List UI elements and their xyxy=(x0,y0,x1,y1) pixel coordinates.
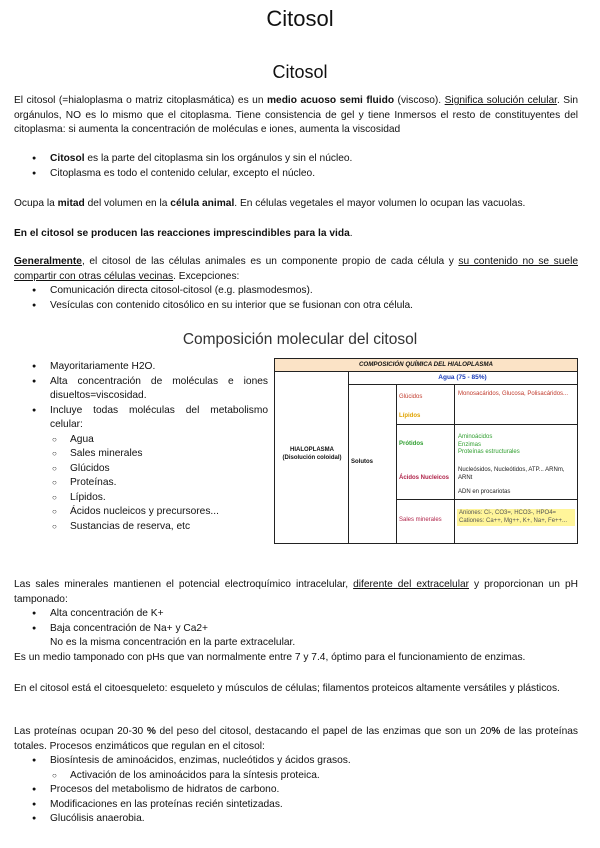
generalmente-underline-2: su contenido no se suele compartir con otras células vecinas xyxy=(14,256,579,282)
list-item: ○ Lípidos. xyxy=(32,491,268,506)
proteinas-text-3: de las proteínas totales. Procesos enzimáticos que regulan en el citosol: xyxy=(14,726,578,752)
hialoplasma-title: HIALOPLASMA xyxy=(290,447,334,453)
list-item: ● Comunicación directa citosol-citosol (e.g. plasmodesmos). xyxy=(32,284,572,299)
list-item: ● Incluye todas moléculas del metabolismo celular: xyxy=(32,404,268,433)
composicion-list xyxy=(32,360,268,534)
mitad-text-2: del volumen en la xyxy=(84,198,171,209)
sales-detail: Aniones: Cl-, CO3=, HCO3-, HPO4= Cationes: Ca++, Mg++, K+, Na+, Fe++... xyxy=(457,509,575,526)
mitad-bold-1: mitad xyxy=(57,198,85,209)
sales-label: Sales minerales xyxy=(399,517,442,523)
list-item: ○ Sales minerales xyxy=(32,447,268,462)
hialoplasma-cell xyxy=(277,447,347,462)
table-divider xyxy=(396,424,577,425)
document-title: Citosol xyxy=(266,6,334,31)
list-item: No es la misma concentración en la parte extracelular. xyxy=(50,637,296,648)
intro-text-3: . Sin orgánulos, NO es lo mismo que el citoplasma. Tiene consistencia de gel y tiene Inmersos el resto de constituyentes del citoplasma: si aumenta la concentración de moléculas e iones, aumenta la viscosidad xyxy=(14,95,578,135)
proteinas-bold-2: % xyxy=(491,726,501,737)
table-divider xyxy=(396,499,577,500)
list-item: ● Citoplasma es todo el contenido celular, excepto el núcleo. xyxy=(32,167,552,182)
sales-text-1: Las sales minerales mantienen el potencial electroquímico intracelular, xyxy=(14,579,354,590)
section-title: Citosol xyxy=(272,62,328,82)
acidos-detail-2: ADN en procariotas xyxy=(458,489,511,495)
mitad-text-3: . En células vegetales el mayor volumen lo ocupan las vacuolas. xyxy=(234,198,526,209)
acidos-label: Ácidos Nucleicos xyxy=(399,475,450,481)
mitad-paragraph xyxy=(14,197,578,212)
sales-paragraph xyxy=(14,578,578,607)
list-item: ● Alta concentración de K+ xyxy=(32,607,572,622)
list-item: ● Modificaciones en las proteínas recién sintetizadas. xyxy=(32,798,572,813)
lipidos-label: Lípidos xyxy=(399,413,421,419)
procesos-list xyxy=(32,754,572,827)
list-item xyxy=(32,152,552,167)
reacciones-paragraph xyxy=(14,227,578,242)
sales-underline: diferente del extracelular xyxy=(353,579,470,590)
table-divider xyxy=(454,385,455,543)
table-divider xyxy=(348,372,349,543)
mitad-text-1: Ocupa la xyxy=(14,198,58,209)
sales-text-2: y proporcionan un pH tamponado: xyxy=(14,579,578,605)
intro-text-2: (viscoso). xyxy=(394,95,445,106)
glucidos-label: Glúcidos xyxy=(399,394,423,400)
list-item: ○ Sustancias de reserva, etc xyxy=(32,520,268,535)
intro-text-1: El citosol (=hialoplasma o matriz citoplasmática) es un xyxy=(14,95,267,106)
hialoplasma-subtitle: (Disolución coloidal) xyxy=(282,454,342,461)
intro-bold-1: medio acuoso semi fluido xyxy=(266,95,395,106)
list-item: ● Alta concentración de moléculas e iones disueltos=viscosidad. xyxy=(32,375,268,404)
list-item: ○ Ácidos nucleicos y precursores... xyxy=(32,505,268,520)
generalmente-paragraph xyxy=(14,255,578,284)
reacciones-bold: En el citosol se producen las reacciones imprescindibles para la vida xyxy=(14,228,350,239)
reacciones-text: . xyxy=(349,228,353,239)
glucidos-detail: Monosacáridos, Glucosa, Polisacáridos... xyxy=(458,391,569,397)
acidos-detail-1: Nucleósidos, Nucleótidos, ATP... ARNm, ARNt xyxy=(458,467,565,481)
table-divider xyxy=(396,385,397,543)
generalmente-text-1: , el citosol de las células animales es un componente propio de cada célula y xyxy=(81,256,459,267)
list-item: ● Biosíntesis de aminoácidos, enzimas, nucleótidos y ácidos grasos. xyxy=(32,754,572,769)
solutos-cell: Solutos xyxy=(351,459,373,465)
proteinas-bold-1: % xyxy=(146,726,156,737)
table-agua: Agua (75 - 85%) xyxy=(348,372,577,385)
composicion-heading: Composición molecular del citosol xyxy=(182,331,418,348)
proteinas-paragraph xyxy=(14,725,578,754)
def-citosol-bold: Citosol xyxy=(50,153,85,164)
list-item: ● Baja concentración de Na+ y Ca2+ xyxy=(32,622,572,637)
proteinas-text-2: del peso del citosol, destacando el papel de las enzimas que son un 20 xyxy=(155,726,492,737)
list-item: ○ Proteínas. xyxy=(32,476,268,491)
list-item: ○ Glúcidos xyxy=(32,462,268,477)
protidos-label: Prótidos xyxy=(399,441,424,447)
protidos-detail: Aminoácidos Enzimas Proteínas estructurales xyxy=(458,434,520,455)
list-item: ● Vesículas con contenido citosólico en su interior que se fusionan con otra célula. xyxy=(32,299,572,314)
table-header: COMPOSICIÓN QUÍMICA DEL HIALOPLASMA xyxy=(275,359,577,372)
composition-table xyxy=(274,358,578,544)
list-item: ● Procesos del metabolismo de hidratos de carbono. xyxy=(32,783,572,798)
citoesqueleto-paragraph: En el citosol está el citoesqueleto: esqueleto y músculos de células; filamentos proteicos altamente versátiles y plásticos. xyxy=(14,683,560,694)
mitad-bold-2: célula animal xyxy=(170,198,235,209)
definitions-list xyxy=(32,152,552,181)
tampon-paragraph: Es un medio tamponado con pHs que van normalmente entre 7 y 7.4, óptimo para el funcionamiento de enzimas. xyxy=(14,652,526,663)
intro-underline-1: Significa solución celular xyxy=(444,95,557,106)
list-item: ● Glucólisis anaerobia. xyxy=(32,812,572,827)
sales-list xyxy=(32,607,572,651)
list-item: ● Mayoritariamente H2O. xyxy=(32,360,268,375)
list-item: ○ Agua xyxy=(32,433,268,448)
generalmente-text-2: . Excepciones: xyxy=(173,270,240,282)
generalmente-underline: Generalmente xyxy=(14,256,82,267)
excepciones-list xyxy=(32,284,572,313)
proteinas-text-1: Las proteínas ocupan 20-30 xyxy=(14,726,147,737)
def-citosol-text: es la parte del citoplasma sin los orgánulos y sin el núcleo. xyxy=(84,153,353,164)
intro-paragraph xyxy=(14,94,578,138)
list-item: ○ Activación de los aminoácidos para la síntesis proteica. xyxy=(32,769,572,784)
